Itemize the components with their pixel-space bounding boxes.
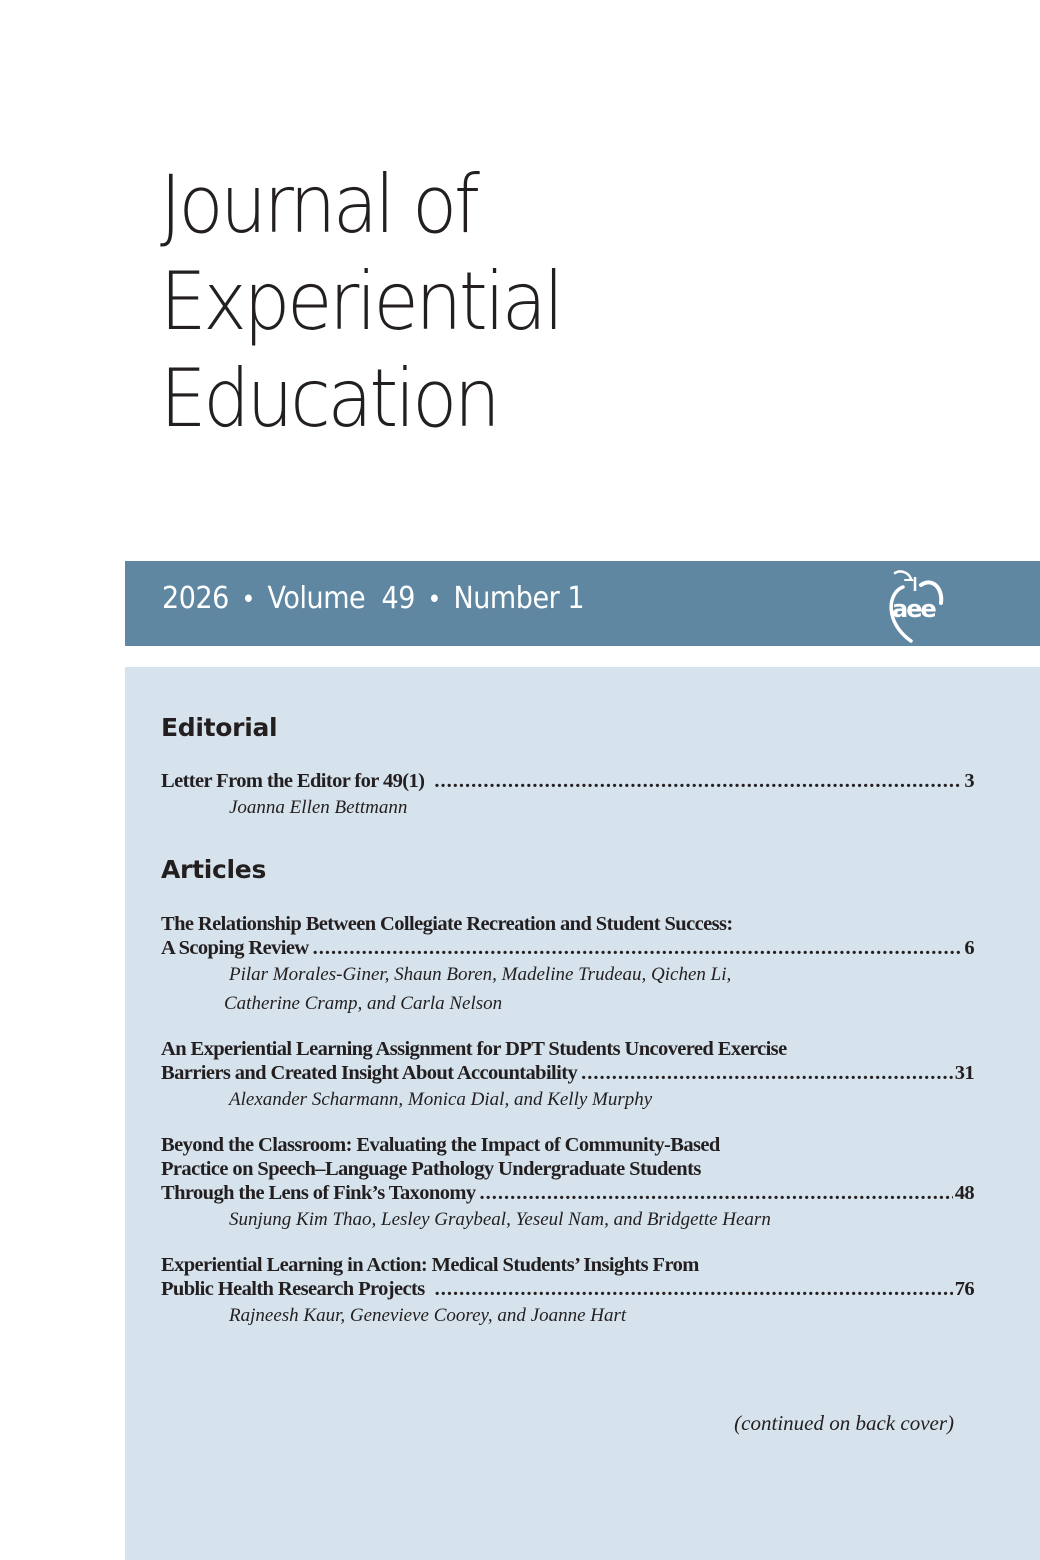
entry-title[interactable] bbox=[161, 1133, 974, 1205]
entry-title-line: The Relationship Between Collegiate Recreation and Student Success: bbox=[161, 913, 733, 935]
page-number: 3 bbox=[964, 770, 974, 792]
entry-authors: Rajneesh Kaur, Genevieve Coorey, and Joanne Hart bbox=[229, 1305, 627, 1326]
page-number: 76 bbox=[954, 1278, 974, 1300]
toc-entry[interactable] bbox=[161, 1253, 974, 1330]
dot-leader bbox=[434, 769, 962, 793]
entry-authors: Pilar Morales-Giner, Shaun Boren, Madeline Trudeau, Qichen Li, bbox=[229, 964, 732, 985]
entry-authors: Joanna Ellen Bettmann bbox=[229, 797, 408, 818]
bullet-separator: • bbox=[241, 585, 255, 615]
page-number: 31 bbox=[954, 1062, 974, 1084]
issue-year: 2026 bbox=[162, 581, 229, 616]
entry-title[interactable] bbox=[161, 769, 974, 793]
svg-text:aee: aee bbox=[892, 595, 935, 623]
journal-title-line: Experiential bbox=[160, 255, 561, 348]
toc-entry[interactable] bbox=[161, 769, 974, 822]
journal-title bbox=[160, 156, 561, 447]
entry-title-line: Public Health Research Projects bbox=[161, 1278, 425, 1300]
entry-title-line: An Experiential Learning Assignment for DPT Students Uncovered Exercise bbox=[161, 1038, 787, 1060]
entry-title-line: Experiential Learning in Action: Medical Students’ Insights From bbox=[161, 1254, 699, 1276]
issue-number: 1 bbox=[567, 581, 585, 616]
entry-title-line: Practice on Speech–Language Pathology Undergraduate Students bbox=[161, 1158, 701, 1180]
bullet-separator: • bbox=[427, 585, 441, 615]
section-heading-articles: Articles bbox=[161, 855, 267, 884]
issue-band bbox=[125, 561, 1040, 646]
entry-title-line: A Scoping Review bbox=[161, 937, 309, 959]
toc-entry[interactable] bbox=[161, 1133, 974, 1234]
toc-entry[interactable] bbox=[161, 1037, 974, 1114]
table-of-contents bbox=[125, 667, 1040, 1560]
aee-apple-logo-icon bbox=[881, 565, 961, 645]
entry-title[interactable] bbox=[161, 912, 974, 960]
entry-title-line: Beyond the Classroom: Evaluating the Impact of Community-Based bbox=[161, 1134, 720, 1156]
continued-note: (continued on back cover) bbox=[734, 1411, 954, 1435]
entry-title-line: Letter From the Editor for 49(1) bbox=[161, 770, 425, 792]
volume-label: Volume bbox=[267, 581, 366, 616]
dot-leader bbox=[435, 1277, 953, 1301]
entry-title-line: Through the Lens of Fink’s Taxonomy bbox=[161, 1182, 476, 1204]
page-number: 6 bbox=[964, 937, 974, 959]
page-number: 48 bbox=[954, 1182, 974, 1204]
dot-leader bbox=[480, 1181, 953, 1205]
entry-authors: Alexander Scharmann, Monica Dial, and Kelly Murphy bbox=[229, 1089, 653, 1110]
journal-title-line: Journal of bbox=[160, 158, 477, 251]
entry-title-line: Barriers and Created Insight About Accountability bbox=[161, 1062, 578, 1084]
issue-info bbox=[162, 581, 584, 616]
entry-title[interactable] bbox=[161, 1253, 974, 1301]
volume-number: 49 bbox=[381, 581, 415, 616]
entry-title[interactable] bbox=[161, 1037, 974, 1085]
toc-entry[interactable] bbox=[161, 912, 974, 1018]
entry-authors: Sunjung Kim Thao, Lesley Graybeal, Yeseul Nam, and Bridgette Hearn bbox=[229, 1209, 771, 1230]
entry-authors: Catherine Cramp, and Carla Nelson bbox=[224, 993, 503, 1014]
journal-title-line: Education bbox=[160, 352, 498, 445]
number-label: Number bbox=[453, 581, 560, 616]
section-heading-editorial: Editorial bbox=[161, 713, 278, 742]
dot-leader bbox=[313, 936, 963, 960]
dot-leader bbox=[581, 1061, 953, 1085]
